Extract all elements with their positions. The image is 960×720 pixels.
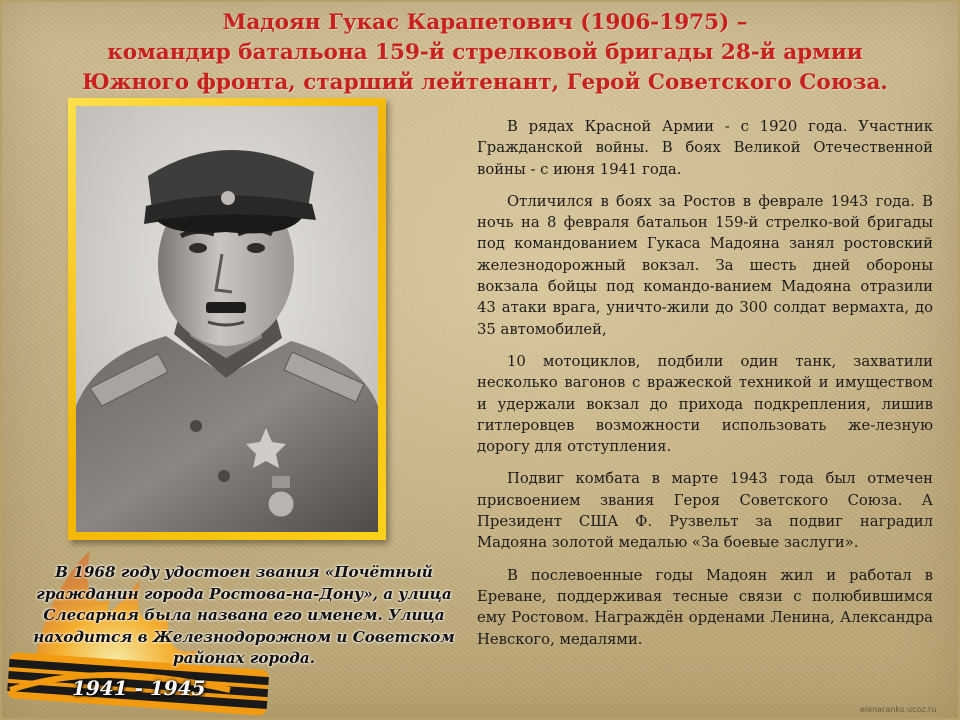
portrait-frame	[68, 98, 386, 540]
title-line-3: Южного фронта, старший лейтенант, Герой Советского Союза.	[82, 70, 888, 95]
title-line-1: Мадоян Гукас Карапетович (1906-1975) –	[222, 10, 748, 35]
bio-paragraph-1: В рядах Красной Армии - с 1920 года. Участник Гражданской войны. В боях Великой Отечественной войны - с июня 1941 года.	[477, 118, 933, 178]
page-title	[60, 8, 910, 98]
site-credit: elenaranko.ucoz.ru	[860, 705, 937, 714]
biography-text	[477, 116, 933, 661]
portrait-photo	[76, 106, 378, 532]
honorary-citizen-caption: В 1968 году удостоен звания «Почётный гражданин города Ростова-на-Дону», а улица Слесарная была названа его именем. Улица находится в Железнодорожном и Советском районах города.	[33, 563, 455, 667]
bio-paragraph-2: Отличился в боях за Ростов в феврале 1943 года. В ночь на 8 февраля батальон 159-й стрелко-вой бригады под командованием Гукаса Мадояна занял ростовский железнодорожный вокзал. За шесть дней обороны вокзала бойцы под командо-ванием Мадояна отразили 43 атаки врага, уничто-жили до 300 солдат вермахта, до 35 автомобилей,	[477, 192, 933, 338]
bio-paragraph-3: 10 мотоциклов, подбили один танк, захватили несколько вагонов с вражеской техникой и имуществом и удержали вокзал до прихода подкрепления, лишив гитлеровцев возможности использовать же-лезную дорогу для отступления.	[477, 352, 933, 456]
bio-paragraph-4: Подвиг комбата в марте 1943 года был отмечен присвоением звания Героя Советского Союза. А Президент США Ф. Рузвельт за подвиг наградил Мадояна золотой медалью «За боевые заслуги».	[477, 470, 933, 552]
bio-paragraph-5: В послевоенные годы Мадоян жил и работал в Ереване, поддерживая тесные связи с полюбившимся ему Ростовом. Награждён орденами Ленина, Александра Невского, медалями.	[477, 566, 933, 648]
title-line-2: командир батальона 159-й стрелковой бригады 28-й армии	[107, 40, 863, 65]
ribbon-years-label: 1941 - 1945	[72, 676, 206, 700]
